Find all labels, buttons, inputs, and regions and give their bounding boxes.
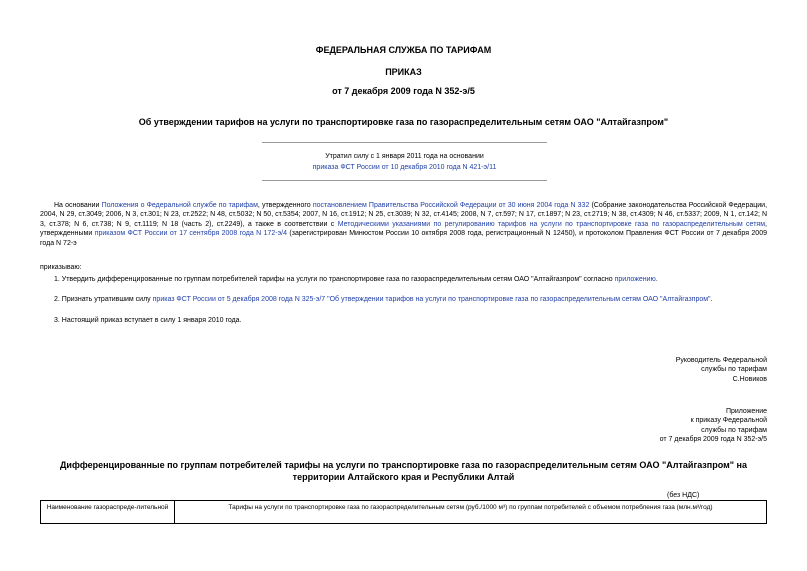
- status-line: Утратил силу с 1 января 2011 года на основании: [325, 153, 484, 160]
- appendix-block: [500, 407, 767, 445]
- vat-note: (без НДС): [667, 492, 700, 499]
- appendix-line-3: службы по тарифам: [701, 426, 767, 434]
- preamble-text-1: На основании: [54, 202, 102, 209]
- preamble-text-3: (Собрание законодательства Российской Федерации, 2004, N 29, ст.3049; 2006, N 3, ст.301; N 23, ст.2522; N 48, ст.5032; N 50, ст.5354; 2007, N 16, ст.1912; N 25, ст.3039; N 32, ст.4145; 2008, N 7, ст.597; N 17, ст.1897; N 23, ст.2719; N 38, ст.4309; N 46, ст.5337; 2009, N 1, ст.142; N 3, ст.378; N 6, ст.738; N 9, ст.1119; N 18 (часть 2), ст.2249), а также в соответствии с: [40, 202, 768, 228]
- methodical-guidelines-link[interactable]: Методическими указаниями по регулированию тарифов на услуги по транспортировке газа по газораспределительным сетям: [337, 220, 766, 228]
- order-item-1-end: .: [655, 276, 658, 283]
- signature-name: С.Новиков: [732, 375, 767, 383]
- document-date: от 7 декабря 2009 года N 352-э/5: [332, 86, 475, 96]
- fst-order-172-link[interactable]: приказом ФСТ России от 17 сентября 2008 года N 172-э/4: [94, 230, 288, 238]
- status-link-wrap: [262, 163, 547, 172]
- table-header-tariffs: Тарифы на услуги по транспортировке газа по газораспределительным сетям (руб./1000 м³) по группам потребителей с объемом потребления газа (млн.м³/год): [175, 501, 767, 524]
- preamble-text-2: , утвержденного: [257, 202, 313, 209]
- preamble-text-4: , утвержденными: [40, 220, 767, 238]
- appendix-line-1: Приложение: [725, 408, 767, 415]
- signature-line-2: службы по тарифам: [701, 366, 767, 374]
- status-divider-top: [262, 142, 547, 143]
- government-decree-link[interactable]: постановлением Правительства Российской Федерации от 30 июня 2004 года N 332: [312, 202, 590, 209]
- signature-line-1: Руководитель Федеральной: [675, 357, 767, 364]
- order-item-2-end: .: [710, 296, 713, 303]
- order-item-1: [54, 275, 767, 284]
- status-divider-bottom: [262, 180, 547, 181]
- orders-heading: приказываю:: [40, 264, 82, 271]
- order-item-2-text: 2. Признать утратившим силу: [54, 296, 153, 303]
- document-type: ПРИКАЗ: [385, 67, 422, 77]
- appendix-link[interactable]: приложению: [614, 276, 656, 283]
- order-item-1-text: 1. Утвердить дифференцированные по группам потребителей тарифы на услуги по транспортировке газа по газораспределительным сетям ОАО "Алтайгазпром" согласно: [54, 276, 615, 283]
- tariffs-table: [40, 500, 767, 524]
- appendix-line-2: к приказу Федеральной: [690, 417, 767, 425]
- document-title: Об утверждении тарифов на услуги по транспортировке газа по газораспределительным сетям ОАО "Алтайгазпром": [138, 117, 669, 127]
- preamble-paragraph: [40, 201, 767, 248]
- order-item-3: 3. Настоящий приказ вступает в силу 1 января 2010 года.: [54, 317, 242, 324]
- repealed-order-link[interactable]: приказ ФСТ России от 5 декабря 2008 года N 325-э/7 "Об утверждении тарифов на услуги по транспортировке газа по газораспределительным сетям ОАО "Алтайгазпром": [152, 296, 711, 303]
- table-header-network: Наименование газораспреде-лительной: [41, 501, 175, 524]
- order-item-2: [54, 295, 767, 304]
- table-title: Дифференцированные по группам потребителей тарифы на услуги по транспортировке газа по газораспределительным сетям ОАО "Алтайгазпром" на территории Алтайского края и Республики Алтай: [60, 460, 747, 483]
- agency-name: ФЕДЕРАЛЬНАЯ СЛУЖБА ПО ТАРИФАМ: [315, 45, 492, 55]
- appendix-line-4: от 7 декабря 2009 года N 352-э/5: [659, 436, 767, 444]
- table-header-row: [41, 501, 767, 524]
- status-repeal-link[interactable]: приказа ФСТ России от 10 декабря 2010 года N 421-э/11: [312, 164, 497, 171]
- preamble-text-5: (зарегистрирован Минюстом России 10 октября 2008 года, регистрационный N 12450), и протоколом Правления ФСТ России от 7 декабря 2009 года N 72-э: [40, 230, 767, 247]
- regulation-link[interactable]: Положения о Федеральной службе по тарифам: [101, 202, 258, 209]
- signature-block: [500, 356, 767, 384]
